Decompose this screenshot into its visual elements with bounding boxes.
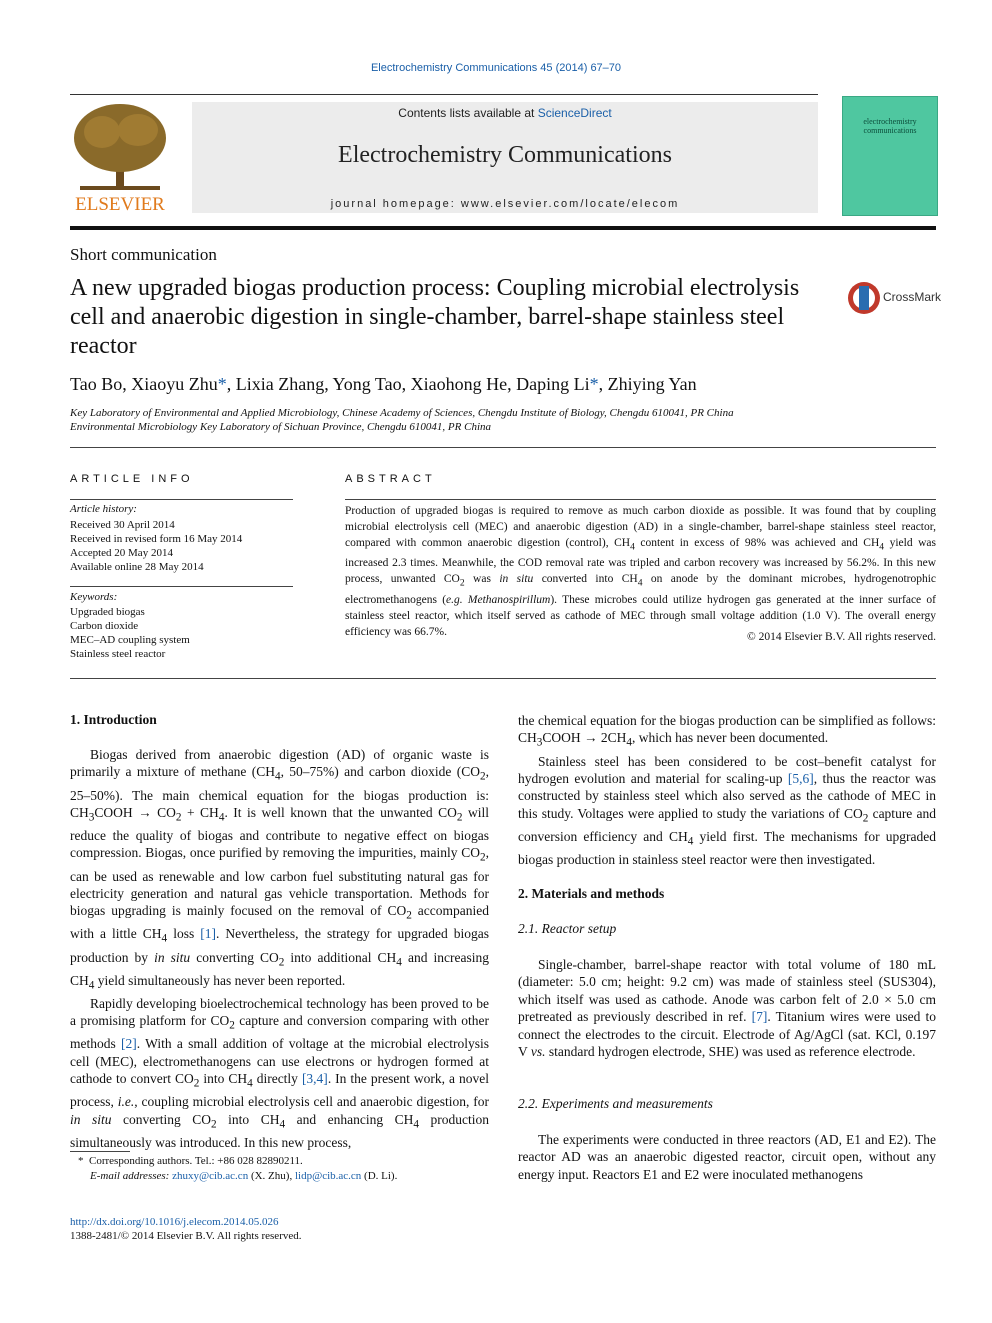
journal-title: Electrochemistry Communications [338,142,672,168]
author-2: Xiaoyu Zhu [131,374,218,394]
experiments-text [518,1131,936,1183]
article-info-heading: ARTICLE INFO [70,473,194,485]
abstract-rule [345,499,936,500]
homepage-prefix: journal homepage: [330,198,461,210]
info-rule [70,447,936,448]
keyword: MEC–AD coupling system [70,634,190,646]
corresponding-star-2[interactable]: * [589,374,599,394]
elsevier-logo [70,102,170,214]
header-thick-rule [70,226,936,230]
intro-heading: 1. Introduction [70,712,157,727]
contents-line [192,106,818,120]
intro-paragraph-2: Rapidly developing bioelectrochemical technology has been proved to be a promising platform for $CO_2$ capture and conversion comparing with other methods [2]. With a small addition of voltage at the microbial electrolysis cell (MEC), electromethanogens can use electrons or hydrogen formed at cathode to convert $CO_2$ into $CH_4$ directly [3,4]. In the present work, a novel process, i.e., coupling microbial electrolysis cell and anaerobic digestion, for in situ converting $CO_2$ into $CH_4$ and enhancing $CH_4$ production simultaneously was introduced. In this new process, [70,995,490,1150]
crossmark-label: CrossMark [883,290,942,304]
keywords-list [70,605,190,661]
keyword: Stainless steel reactor [70,648,166,660]
homepage-url[interactable]: www.elsevier.com/locate/elecom [460,198,680,210]
sciencedirect-link[interactable]: ScienceDirect [537,106,612,120]
footnote-rule [70,1151,130,1152]
abstract-copyright: © 2014 Elsevier B.V. All rights reserved. [747,631,936,643]
email-footnote [90,1169,510,1184]
affiliation-1: Key Laboratory of Environmental and Applied Microbiology, Chinese Academy of Sciences, Chengdu Institute of Biology, Chengdu 610041, PR China [70,407,734,419]
corresponding-footnote [78,1154,498,1169]
experiments-heading: 2.2. Experiments and measurements [518,1096,713,1111]
abstract-heading: ABSTRACT [345,473,436,485]
history-label: Article history: [70,503,137,515]
corresponding-text: Corresponding authors. Tel.: +86 028 82890211. [89,1155,303,1167]
keyword: Upgraded biogas [70,606,145,618]
keyword: Carbon dioxide [70,620,139,632]
author-1: Tao Bo, [70,374,127,394]
article-info-rule [70,499,293,500]
history-received: Received 30 April 2014 [70,519,175,531]
email-link-li[interactable]: lidp@cib.ac.cn [294,1170,362,1182]
journal-citation[interactable]: Electrochemistry Communications 45 (2014) 67–70 [370,62,622,74]
crossmark-badge[interactable] [846,280,941,316]
intro-paragraph-3: Stainless steel has been considered to be cost–benefit catalyst for hydrogen evolution and material for scaling-up [5,6], thus the reactor was constructed by stainless steel which also served as the cathode of MEC in this study. Voltages were applied to study the variations of $CO_2$ capture and conversion efficiency and $CH_4$ yield first. The mechanisms for upgraded biogas production in stainless steel reactor were then investigated. [518,753,936,867]
author-list [70,374,697,395]
email-link-zhu[interactable]: zhuxy@cib.ac.cn [172,1170,249,1182]
intro-paragraph-2-cont: the chemical equation for the biogas production can be simplified as follows: $CH_3COOH \to 2CH_4$, which has never been documented. [518,713,936,750]
affiliation-2: Environmental Microbiology Key Laboratory of Sichuan Province, Chengdu 610041, PR China [70,421,491,433]
email-owner-li: (D. Li). [364,1170,398,1182]
corresponding-star-1[interactable]: * [217,374,227,394]
journal-cover[interactable] [842,96,938,216]
reactor-paragraph: Single-chamber, barrel-shape reactor with total volume of 180 mL (diameter: 5.0 cm; height: 9.2 cm) was made of stainless steel (SUS304), which itself was used as cathode. Anode was carbon felt of 2.0 × 5.0 cm pretreated as previously described in ref. [7]. Titanium wires were used to connect the electrodes to the circuit. Electrode of Ag/AgCl (sat. KCl, 0.197 V vs. standard hydrogen electrode, SHE) was used as reference electrode. [518,957,936,1060]
cover-title: electrochemistry communications [863,117,917,135]
experiments-paragraph: The experiments were conducted in three reactors (AD, E1 and E2). The reactor AD was an anaerobic digested reactor, circuit open, without any energy input. Reactors E1 and E2 were inoculated methanogens [518,1132,936,1182]
intro-text [70,746,489,1151]
reactor-setup-heading: 2.1. Reactor setup [518,921,617,936]
history-online: Available online 28 May 2014 [70,561,204,573]
journal-homepage [192,198,818,210]
history-accepted: Accepted 20 May 2014 [70,547,173,559]
intro-continued [518,712,936,868]
email-owner-zhu: (X. Zhu), [250,1170,293,1182]
intro-paragraph-1: Biogas derived from anaerobic digestion (AD) of organic waste is primarily a mixture of methane ($CH_4$, 50–75%) and carbon dioxide ($CO_2$, 25–50%). The main chemical equation for the biogas production is: $CH_3COOH \to CO_2 + CH_4$. It is well known that the unwanted $CO_2$ will reduce the quality of biogas and contribute to negative effect on biogas compression. Biogas, once purified by removing the impurities, mainly $CO_2$, can be used as renewable and low carbon fuel substituting natural gas for electricity generation and natural gas vehicle transportation. Methods for biogas upgrading is mainly focused on the removal of $CO_2$ accompanied with a little $CH_4$ loss [1]. Nevertheless, the strategy for upgraded biogas production by in situ converting $CO_2$ into additional $CH_4$ and increasing $CH_4$ yield simultaneously has never been reported. [70,747,489,992]
abstract-text: Production of upgraded biogas is required to remove as much carbon dioxide as possible. It was found that by coupling microbial electrolysis cell (MEC) and anaerobic digestion (AD) in a single-chamber, barrel-shape stainless steel reactor, compared with common anaerobic digestion (control), $CH_4$ content in excess of 98% was achieved and $CH_4$ yield was increased 2.3 times. Meanwhile, the COD removal rate was tripled and carbon recovery was increased by 56.2%. In this new process, unwanted $CO_2$ was in situ converted into $CH_4$ on anode by the dominant microbes, hydrogenotrophic electromethanogens (e.g. Methanospirillum). These microbes could utilize hydrogen gas generated at the inner surface of stainless steel reactor, which itself served as cathode of MEC through small voltage addition (1.0 V). The overall energy efficiency was 66.7%. [345,505,937,638]
header-rule [70,94,818,95]
email-label: E-mail addresses: [90,1170,170,1182]
methods-heading: 2. Materials and methods [518,886,665,901]
keywords-rule [70,586,293,587]
author-7: , Zhiying Yan [598,374,697,394]
keywords-label: Keywords: [70,591,118,603]
doi-link[interactable]: http://dx.doi.org/10.1016/j.elecom.2014.05.026 [70,1216,279,1228]
crossmark-icon [846,280,882,316]
history-list [70,518,242,574]
contents-prefix: Contents lists available at [398,106,538,120]
body-rule [70,678,936,679]
reactor-setup-text [518,956,936,1060]
history-revised: Received in revised form 16 May 2014 [70,533,243,545]
author-3-6: , Lixia Zhang, Yong Tao, Xiaohong He, Daping Li [226,374,590,394]
article-title: A new upgraded biogas production process: Coupling microbial electrolysis cell and anaerobic digestion in single-chamber, barrel-shape stainless steel reactor [70,275,800,359]
article-type: Short communication [70,245,217,264]
issn-line: 1388-2481/© 2014 Elsevier B.V. All rights reserved. [70,1230,302,1242]
footnote-star: * [78,1155,84,1167]
elsevier-wordmark: ELSEVIER [75,194,165,214]
